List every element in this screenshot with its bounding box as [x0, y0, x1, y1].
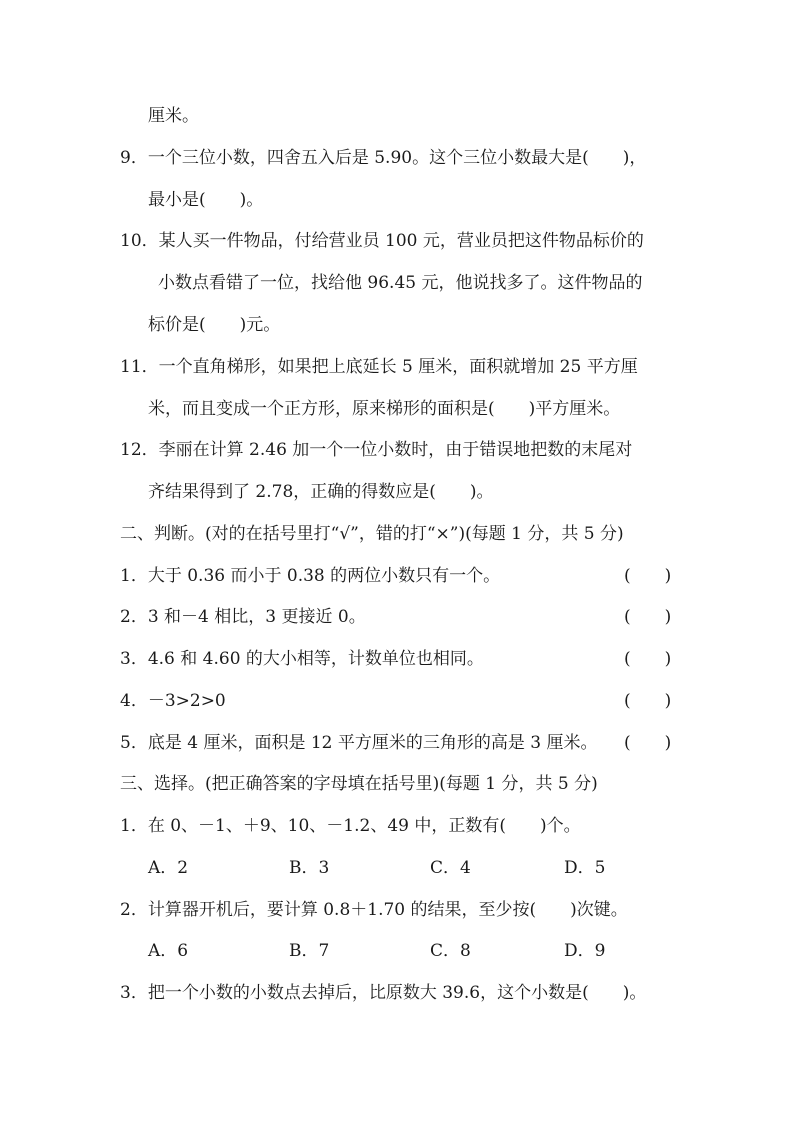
q10-line-3: 标价是( )元。 — [148, 315, 281, 335]
q8-tail: 厘米。 — [148, 106, 199, 126]
q11-line-1: 11．一个直角梯形，如果把上底延长 5 厘米，面积就增加 25 平方厘 — [120, 357, 638, 377]
judge-item-1: 1．大于 0.36 而小于 0.38 的两位小数只有一个。 — [120, 566, 501, 586]
q10-line-2: 小数点看错了一位，找给他 96.45 元，他说找多了。这件物品的 — [158, 273, 643, 293]
q12-line-1: 12．李丽在计算 2.46 加一个一位小数时，由于错误地把数的末尾对 — [120, 440, 633, 460]
choice-q1-option-b[interactable]: B．3 — [289, 858, 330, 878]
q12-line-2: 齐结果得到了 2.78，正确的得数应是( )。 — [148, 482, 494, 502]
choice-heading: 三、选择。(把正确答案的字母填在括号里)(每题 1 分，共 5 分) — [120, 774, 598, 794]
judge-answer-3[interactable]: ( ) — [624, 649, 672, 669]
judge-heading: 二、判断。(对的在括号里打“√”，错的打“×”)(每题 1 分，共 5 分) — [120, 524, 624, 544]
judge-item-4: 4．－3>2>0 — [120, 691, 226, 711]
judge-answer-5[interactable]: ( ) — [624, 733, 672, 753]
choice-q2-option-c[interactable]: C．8 — [430, 941, 471, 961]
judge-answer-4[interactable]: ( ) — [624, 691, 672, 711]
q9-line-2: 最小是( )。 — [148, 190, 264, 210]
q10-line-1: 10．某人买一件物品，付给营业员 100 元，营业员把这件物品标价的 — [120, 231, 644, 251]
choice-q2-option-b[interactable]: B．7 — [289, 941, 330, 961]
choice-q1-stem: 1．在 0、－1、＋9、10、－1.2、49 中，正数有( )个。 — [120, 816, 581, 836]
choice-q2-option-a[interactable]: A．6 — [148, 941, 189, 961]
judge-answer-2[interactable]: ( ) — [624, 607, 672, 627]
judge-item-5: 5．底是 4 厘米，面积是 12 平方厘米的三角形的高是 3 厘米。 — [120, 733, 598, 753]
q11-line-2: 米，而且变成一个正方形，原来梯形的面积是( )平方厘米。 — [148, 399, 621, 419]
judge-item-3: 3．4.6 和 4.60 的大小相等，计数单位也相同。 — [120, 649, 484, 669]
choice-q2-stem: 2．计算器开机后，要计算 0.8＋1.70 的结果，至少按( )次键。 — [120, 900, 628, 920]
q9-line-1: 9．一个三位小数，四舍五入后是 5.90。这个三位小数最大是( )， — [120, 148, 647, 168]
choice-q1-option-d[interactable]: D．5 — [564, 858, 606, 878]
choice-q1-option-a[interactable]: A．2 — [148, 858, 189, 878]
judge-answer-1[interactable]: ( ) — [624, 566, 672, 586]
choice-q2-option-d[interactable]: D．9 — [564, 941, 606, 961]
choice-q1-option-c[interactable]: C．4 — [430, 858, 471, 878]
judge-item-2: 2．3 和－4 相比，3 更接近 0。 — [120, 607, 366, 627]
choice-q3-stem: 3．把一个小数的小数点去掉后，比原数大 39.6，这个小数是( )。 — [120, 983, 647, 1003]
